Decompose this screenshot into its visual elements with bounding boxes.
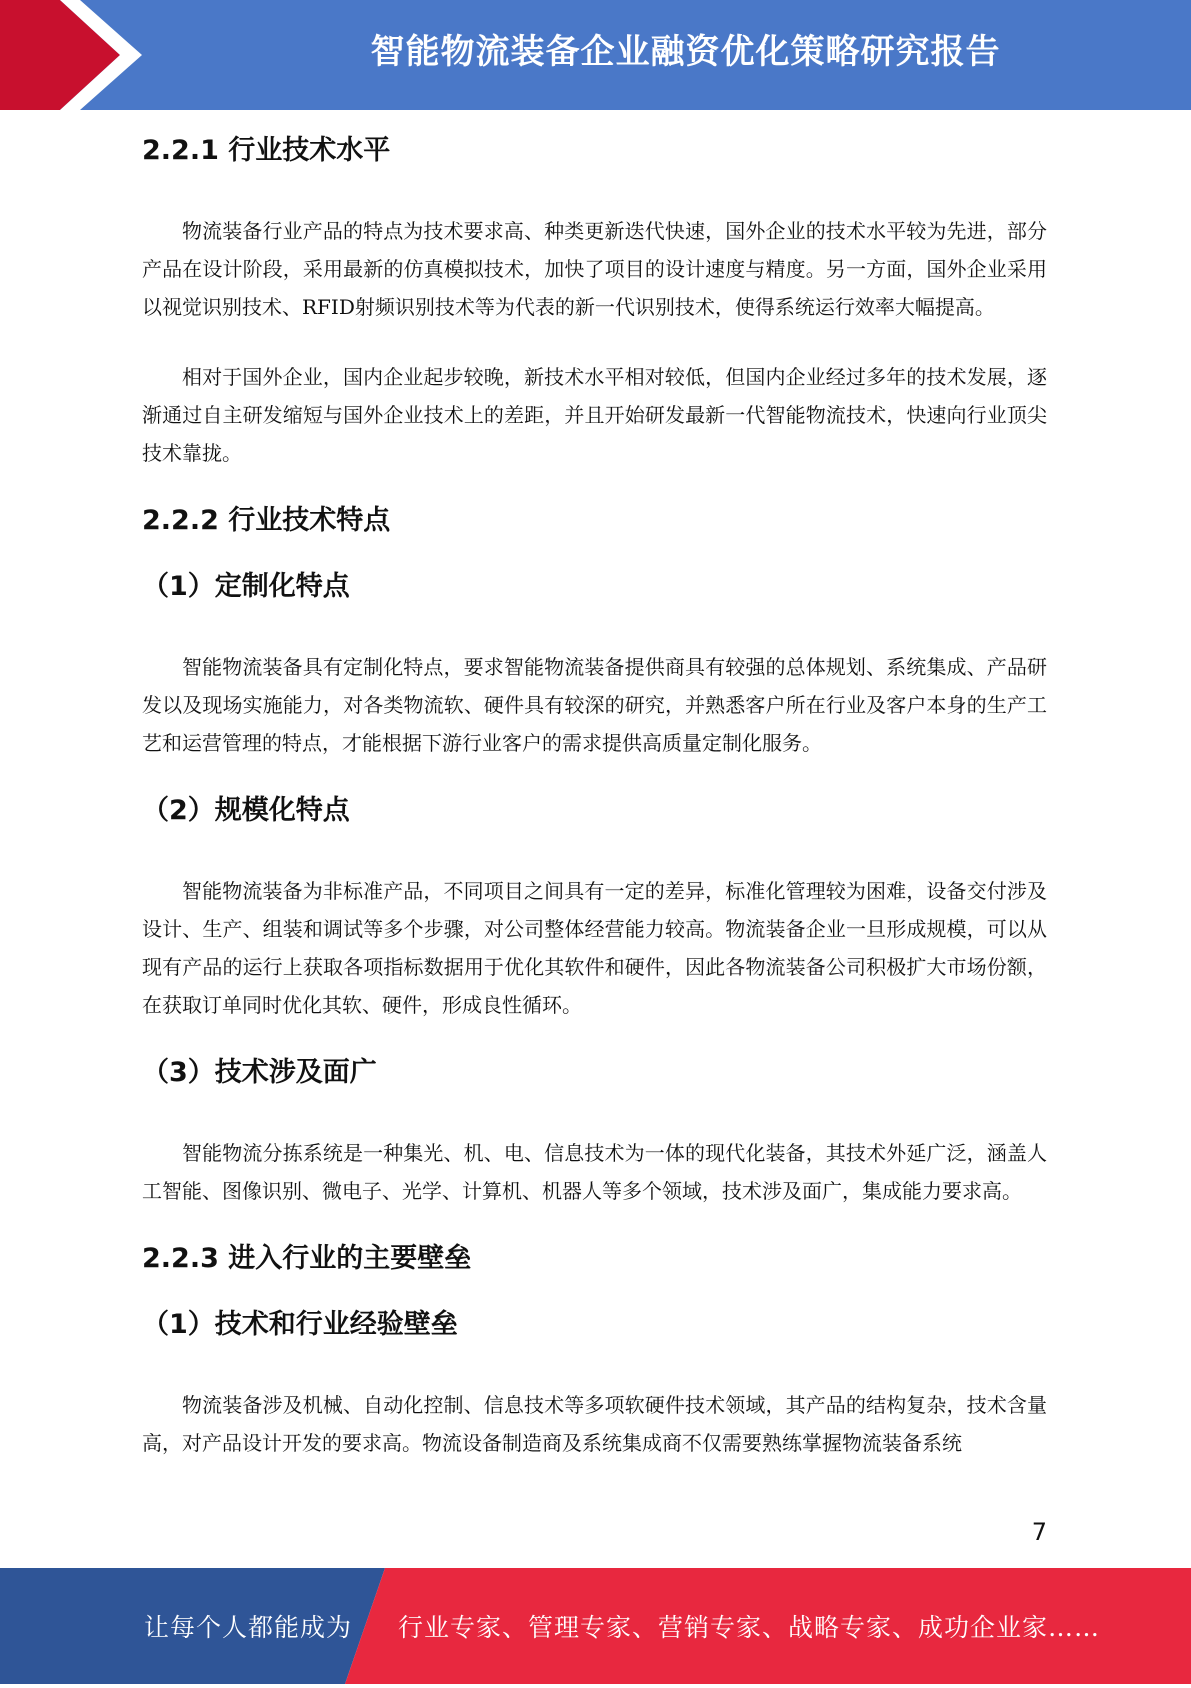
- report-title: 智能物流装备企业融资优化策略研究报告: [370, 32, 1001, 72]
- paragraph: 物流装备涉及机械、自动化控制、信息技术等多项软硬件技术领域，其产品的结构复杂，技术含量高，对产品设计开发的要求高。物流设备制造商及系统集成商不仅需要熟练掌握物流装备系统: [142, 1393, 1047, 1455]
- section-heading-2-2-1: 2.2.1 行业技术水平: [142, 135, 391, 166]
- subsection-heading: （2）规模化特点: [142, 795, 350, 826]
- paragraph: 智能物流装备为非标准产品，不同项目之间具有一定的差异，标准化管理较为困难，设备交付涉及设计、生产、组装和调试等多个步骤，对公司整体经营能力较高。物流装备企业一旦形成规模，可以从现有产品的运行上获取各项指标数据用于优化其软件和硬件，因此各物流装备公司积极扩大市场份额，在获取订单同时优化其软、硬件，形成良性循环。: [142, 879, 1047, 1017]
- footer-slogan-left: 让每个人都能成为: [144, 1613, 353, 1642]
- paragraph: 物流装备行业产品的特点为技术要求高、种类更新迭代快速，国外企业的技术水平较为先进，部分产品在设计阶段，采用最新的仿真模拟技术，加快了项目的设计速度与精度。另一方面，国外企业采用以视觉识别技术、RFID射频识别技术等为代表的新一代识别技术，使得系统运行效率大幅提高。: [142, 219, 1047, 319]
- paragraph: 智能物流装备具有定制化特点，要求智能物流装备提供商具有较强的总体规划、系统集成、产品研发以及现场实施能力，对各类物流软、硬件具有较深的研究，并熟悉客户所在行业及客户本身的生产工艺和运营管理的特点，才能根据下游行业客户的需求提供高质量定制化服务。: [142, 655, 1047, 755]
- footer-slogan-right: 行业专家、管理专家、营销专家、战略专家、成功企业家……: [398, 1613, 1101, 1642]
- section-heading-2-2-2: 2.2.2 行业技术特点: [142, 505, 391, 536]
- page-header: [0, 0, 1191, 110]
- paragraph: 智能物流分拣系统是一种集光、机、电、信息技术为一体的现代化装备，其技术外延广泛，涵盖人工智能、图像识别、微电子、光学、计算机、机器人等多个领域，技术涉及面广，集成能力要求高。: [142, 1141, 1047, 1203]
- page-content: [142, 118, 1047, 1462]
- page-number: 7: [1031, 1518, 1047, 1546]
- section-heading-2-2-3: 2.2.3 进入行业的主要壁垒: [142, 1243, 472, 1274]
- page-footer: [0, 1568, 1191, 1684]
- subsection-heading: （3）技术涉及面广: [142, 1057, 377, 1088]
- subsection-heading: （1）技术和行业经验壁垒: [142, 1309, 458, 1340]
- paragraph: 相对于国外企业，国内企业起步较晚，新技术水平相对较低，但国内企业经过多年的技术发展，逐渐通过自主研发缩短与国外企业技术上的差距，并且开始研发最新一代智能物流技术，快速向行业顶尖技术靠拢。: [142, 365, 1047, 465]
- header-chevron-icon: [0, 0, 150, 110]
- subsection-heading: （1）定制化特点: [142, 571, 350, 602]
